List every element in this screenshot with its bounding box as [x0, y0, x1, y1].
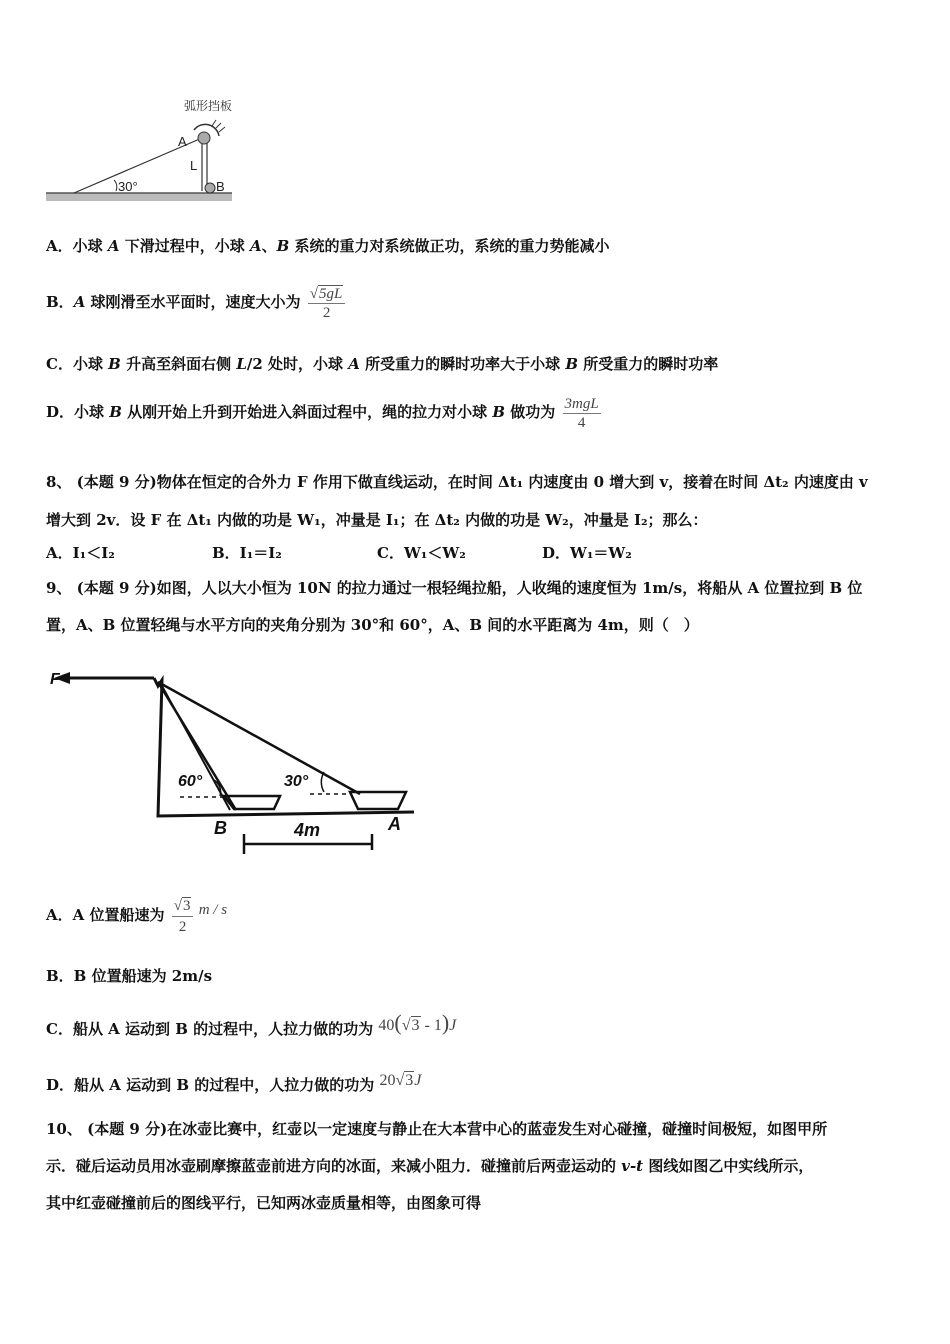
formula-work-c: 40(√3 - 1)J — [378, 1010, 457, 1035]
label-l: L — [190, 158, 198, 173]
bank — [154, 678, 414, 816]
q7-option-d: D．小球 B 从刚开始上升到开始进入斜面过程中，绳的拉力对小球 B 做功为 $\frac{\text{3mgL}}{4}$ — [46, 395, 599, 431]
boat-pulling-figure — [44, 664, 424, 860]
label-distance: 4m — [294, 820, 321, 840]
label-b: B — [216, 179, 225, 194]
formula-work-d: 20√3J — [379, 1072, 422, 1089]
incline-figure — [44, 94, 244, 208]
q10-stem-line2: 示．碰后运动员用冰壶刷摩擦蓝壶前进方向的冰面，来减小阻力．碰撞前后两壶运动的 v-t 图线如图乙中实线所示， — [46, 1157, 814, 1175]
formula-3mgl-over-4: $\frac{\text{3mgL}}{4}$ — [564, 395, 599, 431]
label-angle-30: 30° — [284, 773, 309, 790]
ground — [46, 193, 232, 201]
label-a: A — [388, 814, 401, 834]
q8-option-d: D．W₁＝W₂ — [542, 544, 632, 562]
formula-sqrt-5gl-over-2: $\frac{√5gL}{2}$ — [308, 285, 346, 322]
label-a: A — [178, 134, 187, 149]
q9-stem-line2: 置，A、B 位置轻绳与水平方向的夹角分别为 30°和 60°，A、B 间的水平距离为 4m，则（ ） — [46, 616, 699, 634]
ball-b — [205, 183, 215, 193]
q9-option-b: B．B 位置船速为 2m/s — [46, 967, 213, 985]
q7-option-c: C．小球 B 升高至斜面右侧 L/2 处时，小球 A 所受重力的瞬时功率大于小球 B 所受重力的瞬时功率 — [46, 355, 719, 373]
q7-option-a: A．小球 A 下滑过程中，小球 A、B 系统的重力对系统做正功，系统的重力势能减小 — [46, 237, 610, 255]
q8-option-b: B．I₁＝I₂ — [212, 544, 282, 562]
q8-option-a: A．I₁＜I₂ — [46, 544, 115, 562]
label-angle-30: 30° — [118, 179, 138, 194]
q9-option-c: C．船从 A 运动到 B 的过程中，人拉力做的功为 40(√3 - 1)J — [46, 1010, 457, 1038]
q8-options — [46, 543, 906, 563]
label-f: F — [50, 671, 60, 688]
q8-stem-line1: 8、 (本题 9 分)物体在恒定的合外力 F 作用下做直线运动，在时间 Δt₁ 内速度由 0 增大到 v，接着在时间 Δt₂ 内速度由 v — [46, 473, 868, 491]
ball-a — [198, 132, 210, 144]
q8-stem-line2: 增大到 2v．设 F 在 Δt₁ 内做的功是 W₁，冲量是 I₁；在 Δt₂ 内做的功是 W₂，冲量是 I₂；那么： — [46, 511, 708, 529]
q7-option-b: B．A 球刚滑至水平面时，速度大小为 $\frac{√5gL}{2}$ — [46, 282, 345, 322]
q10-stem-line1: 10、 (本题 9 分)在冰壶比赛中，红壶以一定速度与静止在大本营中心的蓝壶发生对心碰撞，碰撞时间极短，如图甲所 — [46, 1120, 828, 1138]
label-angle-60: 60° — [178, 773, 203, 790]
q8-option-c: C．W₁＜W₂ — [377, 544, 466, 562]
label-b: B — [214, 818, 227, 838]
q10-stem-line3: 其中红壶碰撞前后的图线平行，已知两冰壶质量相等，由图象可得 — [46, 1194, 482, 1212]
q9-option-a: A．A 位置船速为 $\frac{√3}{2}$ m / s — [46, 897, 228, 935]
label-baffle: 弧形挡板 — [184, 99, 233, 113]
rope-b-inner — [162, 686, 230, 810]
q9-stem-line1: 9、 (本题 9 分)如图，人以大小恒为 10N 的拉力通过一根轻绳拉船，人收绳的速度恒为 1m/s，将船从 A 位置拉到 B 位 — [46, 579, 863, 597]
q9-option-d: D．船从 A 运动到 B 的过程中，人拉力做的功为 20√3J — [46, 1072, 422, 1094]
boat-a — [350, 792, 406, 809]
formula-sqrt3-over-2: $\frac{√3}{2}$ — [172, 896, 194, 937]
